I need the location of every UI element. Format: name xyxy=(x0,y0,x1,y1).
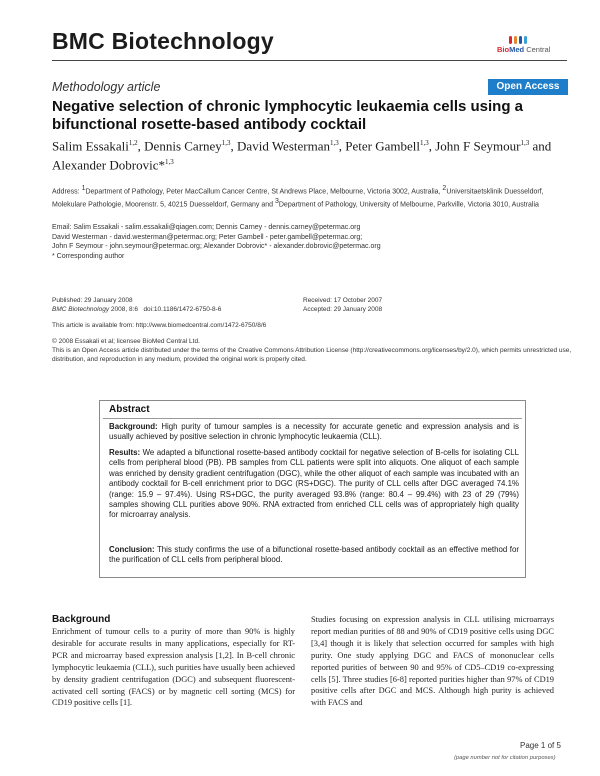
citation-details: 2008, 8:6 xyxy=(109,306,139,313)
citation-journal: BMC Biotechnology xyxy=(52,306,110,313)
author-separator: , xyxy=(428,138,436,154)
abstract-background xyxy=(109,422,519,443)
copyright-notice xyxy=(52,338,572,364)
corresponding-author-note: * Corresponding author xyxy=(52,252,125,260)
abstract-divider xyxy=(103,418,522,419)
logo-med: Med xyxy=(509,45,525,54)
logo-central: Central xyxy=(526,45,551,54)
author-separator: , xyxy=(137,138,145,154)
published-date: Published: 29 January 2008 xyxy=(52,297,133,304)
author-affiliation: 1,2 xyxy=(128,139,138,147)
abstract-results xyxy=(109,448,519,521)
author-affiliation: 1,3 xyxy=(165,158,174,167)
abstract-heading: Abstract xyxy=(109,404,150,415)
body-column-right: Studies focusing on expression analysis in CLL utilising microarrays report median purities of 88 and 90% of CD19 positive cells using DGC [3,4] though it is likely that selection occurred for samples with high purity. One study applying DGC and FACS of mononuclear cells reported purities of between 90 and 95% of CD5–CD19 co-expressing cells [5]. Three studies [6-8] reported purities higher than 97% of CD19 positive cells after DGC and MCS. Although high purity is achieved with FACS and xyxy=(311,615,554,708)
biomed-central-logo xyxy=(497,36,569,58)
affiliation-3: Department of Pathology, University of Melbourne, Parkville, Victoria 3010, Australia xyxy=(278,201,539,209)
author-affiliation: 1,3 xyxy=(520,139,530,147)
conclusion-text: This study confirms the use of a bifunctional rosette-based antibody cocktail as an effective method for the purification of CLL cells from peripheral blood. xyxy=(109,545,519,565)
article-url: This article is available from: http://www.biomedcentral.com/1472-6750/8/6 xyxy=(52,322,267,329)
page-note: (page number not for citation purposes) xyxy=(454,755,556,761)
author-name: David Westerman xyxy=(237,138,330,154)
author-affiliation: 1,3 xyxy=(221,139,231,147)
author-name: Dennis Carney xyxy=(144,138,222,154)
email-block xyxy=(52,223,572,261)
affiliation-1: Department of Pathology, Peter MacCallum Cancer Centre, St Andrews Place, Melbourne, Victoria 3002, Australia, xyxy=(85,188,443,196)
background-label: Background: xyxy=(109,422,158,431)
open-access-badge: Open Access xyxy=(488,79,568,95)
author-affiliation: 1,3 xyxy=(419,139,429,147)
author-separator: , xyxy=(338,138,346,154)
conclusion-label: Conclusion: xyxy=(109,545,155,554)
article-title: Negative selection of chronic lymphocytic leukaemia cells using a bifunctional rosette-based antibody cocktail xyxy=(52,98,523,133)
background-heading: Background xyxy=(52,614,111,625)
author-name: Alexander Dobrovic* xyxy=(52,157,165,173)
doi: doi:10.1186/1472-6750-8-6 xyxy=(143,306,222,313)
aff-marker: 2 xyxy=(442,185,447,192)
accepted-date: Accepted: 29 January 2008 xyxy=(303,306,383,313)
logo-text xyxy=(497,45,550,54)
author-affiliation: 1,3 xyxy=(329,139,339,147)
publication-info xyxy=(52,296,221,314)
journal-title: BMC Biotechnology xyxy=(52,28,274,54)
background-text: High purity of tumour samples is a necessity for accurate genetic and expression analysis and is usually achieved by positive selection in chronic lymphocytic leukaemia (CLL). xyxy=(109,422,519,442)
author-name: Peter Gambell xyxy=(345,138,420,154)
address-label: Address: xyxy=(52,188,82,196)
dates-info xyxy=(303,296,382,314)
abstract-conclusion xyxy=(109,545,519,566)
author-name: John F Seymour xyxy=(435,138,521,154)
logo-bio: Bio xyxy=(497,45,510,54)
email-line: John F Seymour - john.seymour@petermac.org; Alexander Dobrovic* - alexander.dobrovic@petermac.org xyxy=(52,243,381,250)
author-list xyxy=(52,135,572,174)
page-number: Page 1 of 5 xyxy=(520,741,561,750)
citation xyxy=(52,305,221,314)
email-line: David Westerman - david.westerman@petermac.org; Peter Gambell - peter.gambell@petermac.org; xyxy=(52,233,363,241)
email-line: Email: Salim Essakali - salim.essakali@qiagen.com; Dennis Carney - dennis.carney@petermac.org xyxy=(52,224,361,231)
body-column-left: Enrichment of tumour cells to a purity of more than 90% is highly desirable for accurate results in many applications, especially for RT-PCR and microarray based expression analysis [1,2]. In B-cell chronic lymphocytic leukaemia (CLL), such purities have usually been achieved by density gradient centrifugation (DGC) and subsequent fluorescent-activated cell sorting (FACS) or by magnetic cell sorting (MCS) for CD19 positive cells [1]. xyxy=(52,627,295,708)
affiliations xyxy=(52,184,572,210)
author-separator: and xyxy=(529,138,552,154)
logo-mark-icon xyxy=(509,36,527,44)
header-divider xyxy=(52,60,567,61)
aff-marker: 3 xyxy=(274,197,279,205)
article-type: Methodology article xyxy=(52,80,161,94)
affiliation-2: Universitaetsklinik Duesseldorf, Molekulare Pathologie, Moorenstr. 5, 40215 Duesseldorf, Germany and xyxy=(52,188,544,209)
author-separator: , xyxy=(230,138,238,154)
author-name: Salim Essakali xyxy=(52,138,129,154)
received-date: Received: 17 October 2007 xyxy=(303,297,383,304)
results-text: We adapted a bifunctional rosette-based antibody cocktail for negative selection of B-cells for isolating CLL cells from peripheral blood (PB). PB samples from CLL patients were split into aliquots. One aliquot of each sample was enriched by density gradient centrifugation (DGC), while the other aliquot of each sample was incubated with an antibody cocktail for B-cell enrichment prior to DGC (RS+DGC). The purity of CLL cells after DGC averaged 74.1% (range: 15.9 – 97.4%). Using RS+DGC, the purity averaged 93.8% (range: 80.4 – 99.4%) with 23 of 29 (79%) samples showing CLL purities above 90%. RNA extracted from enriched CLL cells was of appropriately high quality for microarray analysis. xyxy=(109,448,519,520)
results-label: Results: xyxy=(109,448,141,457)
license-text: This is an Open Access article distributed under the terms of the Creative Commons Attribution License (http://creativecommons.org/licenses/by/2.0), which permits unrestricted use, distribution, and reproduction in any medium, provided the original work is properly cited. xyxy=(52,346,572,363)
aff-marker: 1 xyxy=(81,185,86,192)
copyright-line: © 2008 Essakali et al; licensee BioMed Central Ltd. xyxy=(52,338,200,345)
